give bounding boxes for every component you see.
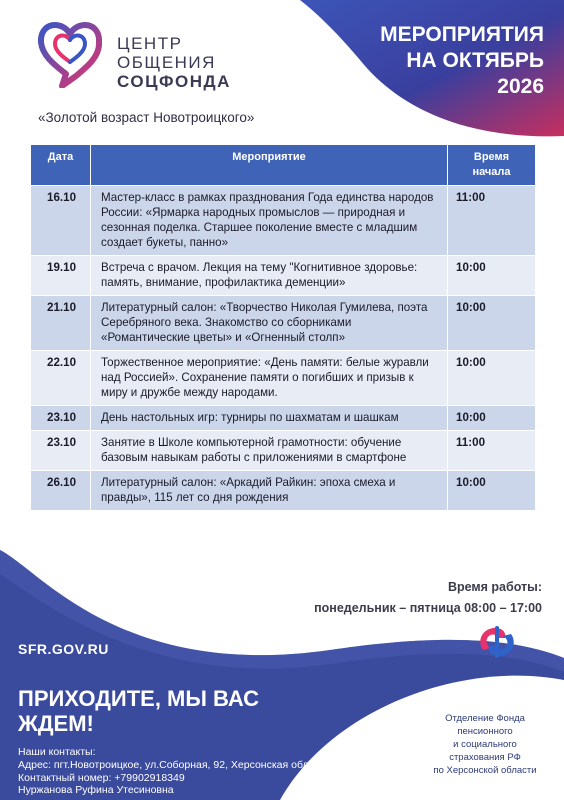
table-row bbox=[31, 256, 536, 296]
header-event: Мероприятие bbox=[91, 145, 448, 186]
org-line-2: пенсионного bbox=[457, 726, 513, 737]
contacts-title: Наши контакты: bbox=[18, 746, 96, 758]
org-line-4: страхования РФ bbox=[449, 752, 521, 763]
org-line-5: по Херсонской области bbox=[433, 765, 537, 776]
row-time: 10:00 bbox=[448, 351, 536, 406]
row-time: 10:00 bbox=[448, 471, 536, 511]
brand-line-2: ОБЩЕНИЯ bbox=[117, 53, 216, 72]
row-time: 11:00 bbox=[448, 431, 536, 471]
row-event: Торжественное мероприятие: «День памяти: белые журавли над Россией». Сохранение памяти о погибших и призыв к миру и дружбе между народами. bbox=[91, 351, 448, 406]
row-event: Литературный салон: «Аркадий Райкин: эпоха смеха и правды», 115 лет со дня рождения bbox=[91, 471, 448, 511]
row-date: 16.10 bbox=[31, 186, 91, 256]
row-event: Мастер-класс в рамках празднования Года единства народов России: «Ярмарка народных промыслов — природная и сезонная поделка. Старшее поколение вместе с младшим создает букеты, панно» bbox=[91, 186, 448, 256]
schedule-table bbox=[30, 144, 536, 511]
table-row bbox=[31, 431, 536, 471]
header-time-line-2: начала bbox=[472, 166, 511, 178]
work-hours-label: Время работы: bbox=[447, 580, 542, 594]
header-date: Дата bbox=[31, 145, 91, 186]
table-row bbox=[31, 296, 536, 351]
row-date: 23.10 bbox=[31, 406, 91, 431]
row-date: 26.10 bbox=[31, 471, 91, 511]
work-hours-value: понедельник – пятница 08:00 – 17:00 bbox=[314, 601, 542, 615]
row-date: 23.10 bbox=[31, 431, 91, 471]
heart-chat-logo-icon bbox=[38, 18, 102, 88]
header-time-line-1: Время bbox=[473, 151, 510, 163]
website-link[interactable]: SFR.GOV.RU bbox=[18, 641, 109, 657]
organization-name bbox=[420, 712, 550, 777]
brand-name bbox=[117, 34, 231, 91]
event-title-line-2: НА ОКТЯБРЬ bbox=[406, 49, 544, 72]
contacts-block bbox=[18, 746, 330, 797]
row-event: Занятие в Школе компьютерной грамотности: обучение базовым навыкам работы с приложениями в смартфоне bbox=[91, 431, 448, 471]
event-title-line-1: МЕРОПРИЯТИЯ bbox=[380, 23, 544, 46]
row-time: 10:00 bbox=[448, 406, 536, 431]
contacts-person: Нуржанова Руфина Утесиновна bbox=[18, 784, 174, 797]
call-to-action: ПРИХОДИТЕ, МЫ ВАС ЖДЕМ! bbox=[18, 686, 260, 736]
row-date: 19.10 bbox=[31, 256, 91, 296]
table-row bbox=[31, 406, 536, 431]
table-row bbox=[31, 186, 536, 256]
event-title-line-3: 2026 bbox=[497, 75, 544, 98]
row-event: Встреча с врачом. Лекция на тему "Когнитивное здоровье: память, внимание, профилактика деменции» bbox=[91, 256, 448, 296]
row-time: 10:00 bbox=[448, 296, 536, 351]
table-header-row bbox=[31, 145, 536, 186]
table-row bbox=[31, 471, 536, 511]
row-time: 11:00 bbox=[448, 186, 536, 256]
brand-line-3: СОЦФОНДА bbox=[117, 72, 231, 91]
org-line-1: Отделение Фонда bbox=[445, 713, 525, 724]
row-date: 22.10 bbox=[31, 351, 91, 406]
row-time: 10:00 bbox=[448, 256, 536, 296]
row-event: Литературный салон: «Творчество Николая Гумилева, поэта Серебряного века. Знакомство со сборниками «Романтические цветы» и «Огненный столп» bbox=[91, 296, 448, 351]
brand-line-1: ЦЕНТР bbox=[117, 34, 183, 53]
table-row bbox=[31, 351, 536, 406]
org-line-3: и социального bbox=[453, 739, 517, 750]
header-time bbox=[448, 145, 536, 186]
subtitle: «Золотой возраст Новотроицкого» bbox=[38, 110, 255, 125]
contacts-address: Адрес: пгт.Новотроицкое, ул.Соборная, 92, Херсонская область bbox=[18, 758, 330, 771]
contacts-phone: Контактный номер: +79902918349 bbox=[18, 771, 185, 784]
row-event: День настольных игр: турниры по шахматам и шашкам bbox=[91, 406, 448, 431]
sfr-logo-icon bbox=[475, 620, 519, 664]
event-title bbox=[324, 22, 544, 100]
row-date: 21.10 bbox=[31, 296, 91, 351]
